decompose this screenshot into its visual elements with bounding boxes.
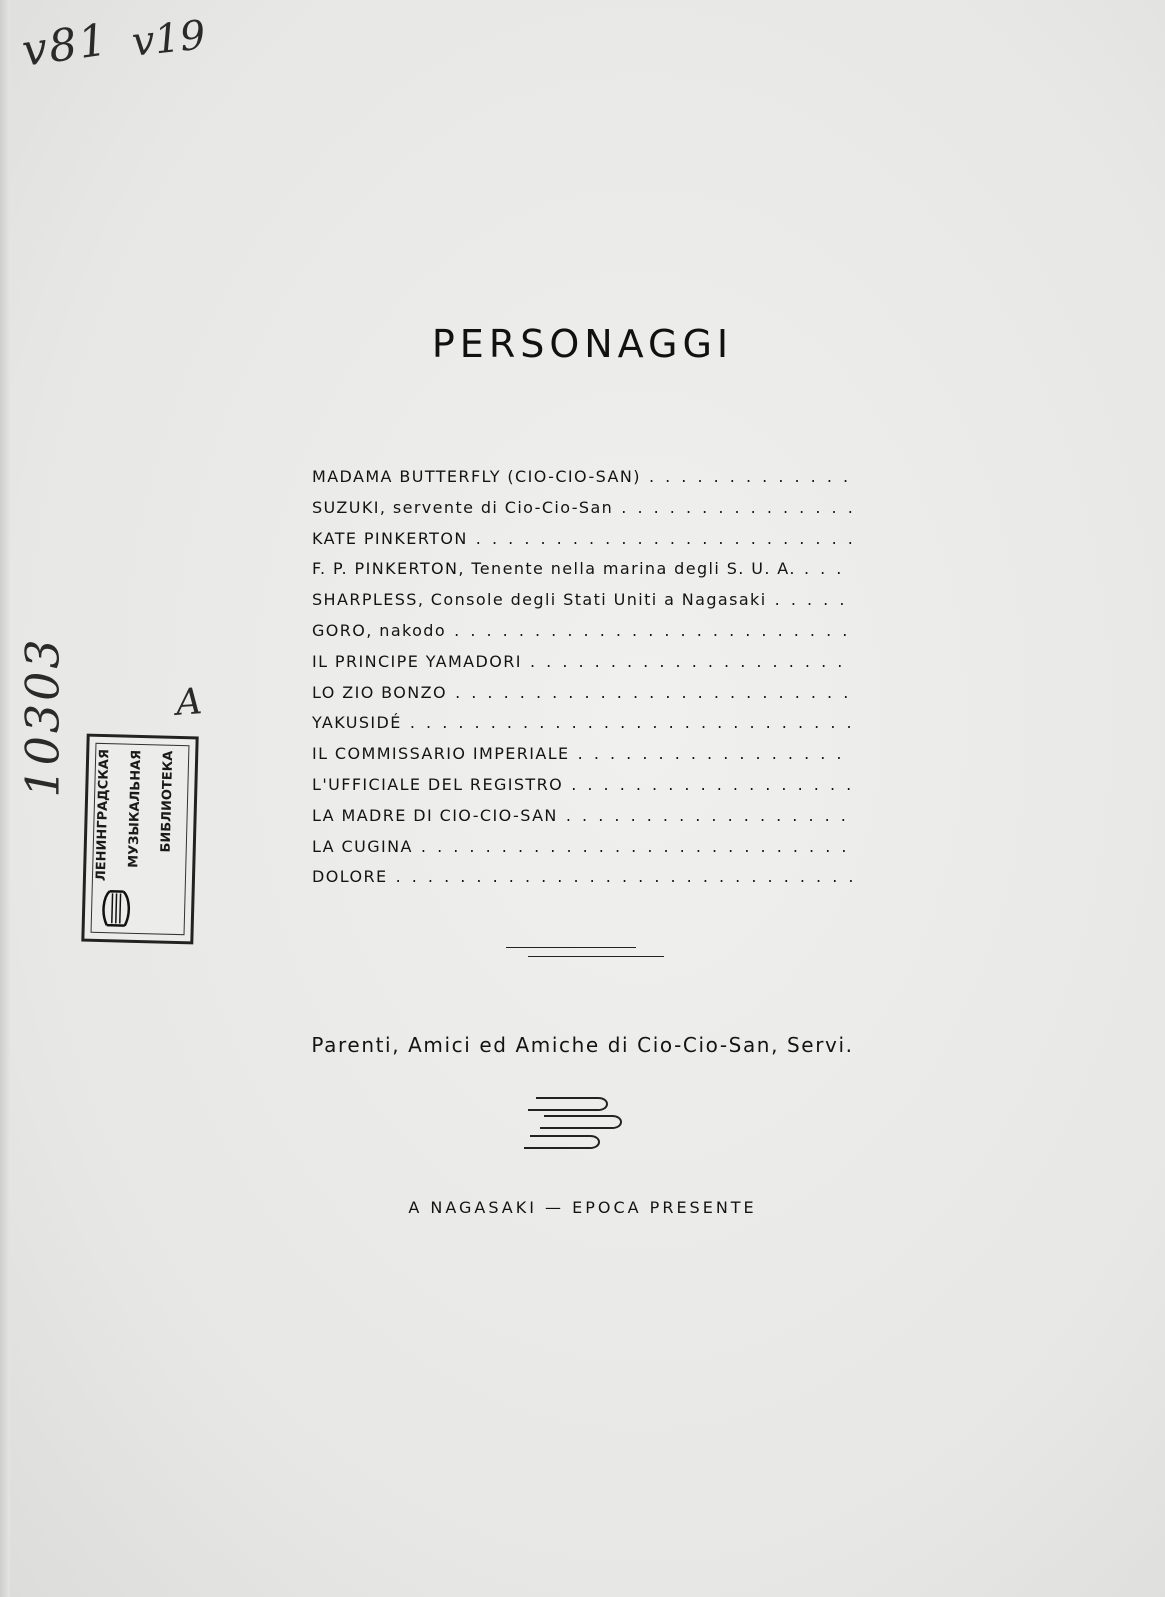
- cast-item: [312, 708, 852, 739]
- cast-name: LA CUGINA . . .: [312, 837, 852, 856]
- library-stamp: [81, 734, 198, 945]
- lyre-icon: [99, 885, 134, 930]
- cast-name: SHARPLESS, Console degli Stati Uniti a Nagasaki . . .: [312, 590, 852, 609]
- cast-item: [312, 739, 852, 770]
- cast-item: [312, 862, 852, 893]
- cast-list: [312, 462, 852, 893]
- stamp-line: МУЗЫКАЛЬНАЯ: [126, 749, 145, 869]
- stamp-line: ЛЕНИНГРАДСКАЯ: [93, 748, 113, 882]
- cast-name: MADAMA BUTTERFLY (CIO-CIO-SAN) . . .: [312, 467, 852, 486]
- cast-name: YAKUSIDÉ . . .: [312, 713, 852, 732]
- cast-item: [312, 616, 852, 647]
- cast-name: GORO, nakodo . . .: [312, 621, 852, 640]
- page-title: PERSONAGGI: [431, 322, 734, 366]
- cast-name: DOLORE . . .: [312, 867, 852, 886]
- cast-item: [312, 554, 852, 585]
- cast-item: [312, 585, 852, 616]
- handwritten-inventory-number: 10303: [15, 636, 70, 798]
- cast-name: F. P. PINKERTON, Tenente nella marina degli S. U. A. . . .: [312, 559, 852, 578]
- handwritten-mark: A: [174, 681, 204, 724]
- handwritten-shelfmark: v81: [18, 14, 112, 77]
- page-edge: [0, 0, 10, 1597]
- cast-item: [312, 647, 852, 678]
- stamp-line: БИБЛИОТЕКА: [158, 750, 177, 853]
- cast-name: L'UFFICIALE DEL REGISTRO . . .: [312, 775, 852, 794]
- cast-item: [312, 493, 852, 524]
- extras-line: Parenti, Amici ed Amiche di Cio-Cio-San, Servi.: [311, 1033, 854, 1057]
- handwritten-note: v19: [129, 12, 208, 66]
- cast-name: IL COMMISSARIO IMPERIALE . . .: [312, 744, 852, 763]
- cloud-ornament-icon: [520, 1092, 640, 1152]
- cast-name: SUZUKI, servente di Cio-Cio-San . . .: [312, 498, 852, 517]
- cast-name: LO ZIO BONZO . . .: [312, 683, 852, 702]
- cast-item: [312, 678, 852, 709]
- cast-name: IL PRINCIPE YAMADORI . . .: [312, 652, 852, 671]
- cast-item: [312, 524, 852, 555]
- cast-item: [312, 832, 852, 863]
- cast-item: [312, 801, 852, 832]
- setting-line: A NAGASAKI — EPOCA PRESENTE: [408, 1198, 757, 1217]
- cast-name: LA MADRE DI CIO-CIO-SAN . . .: [312, 806, 852, 825]
- divider-rule: [528, 956, 664, 957]
- divider-rule: [506, 947, 636, 948]
- cast-name: KATE PINKERTON . . .: [312, 529, 852, 548]
- cast-item: [312, 770, 852, 801]
- cast-item: [312, 462, 852, 493]
